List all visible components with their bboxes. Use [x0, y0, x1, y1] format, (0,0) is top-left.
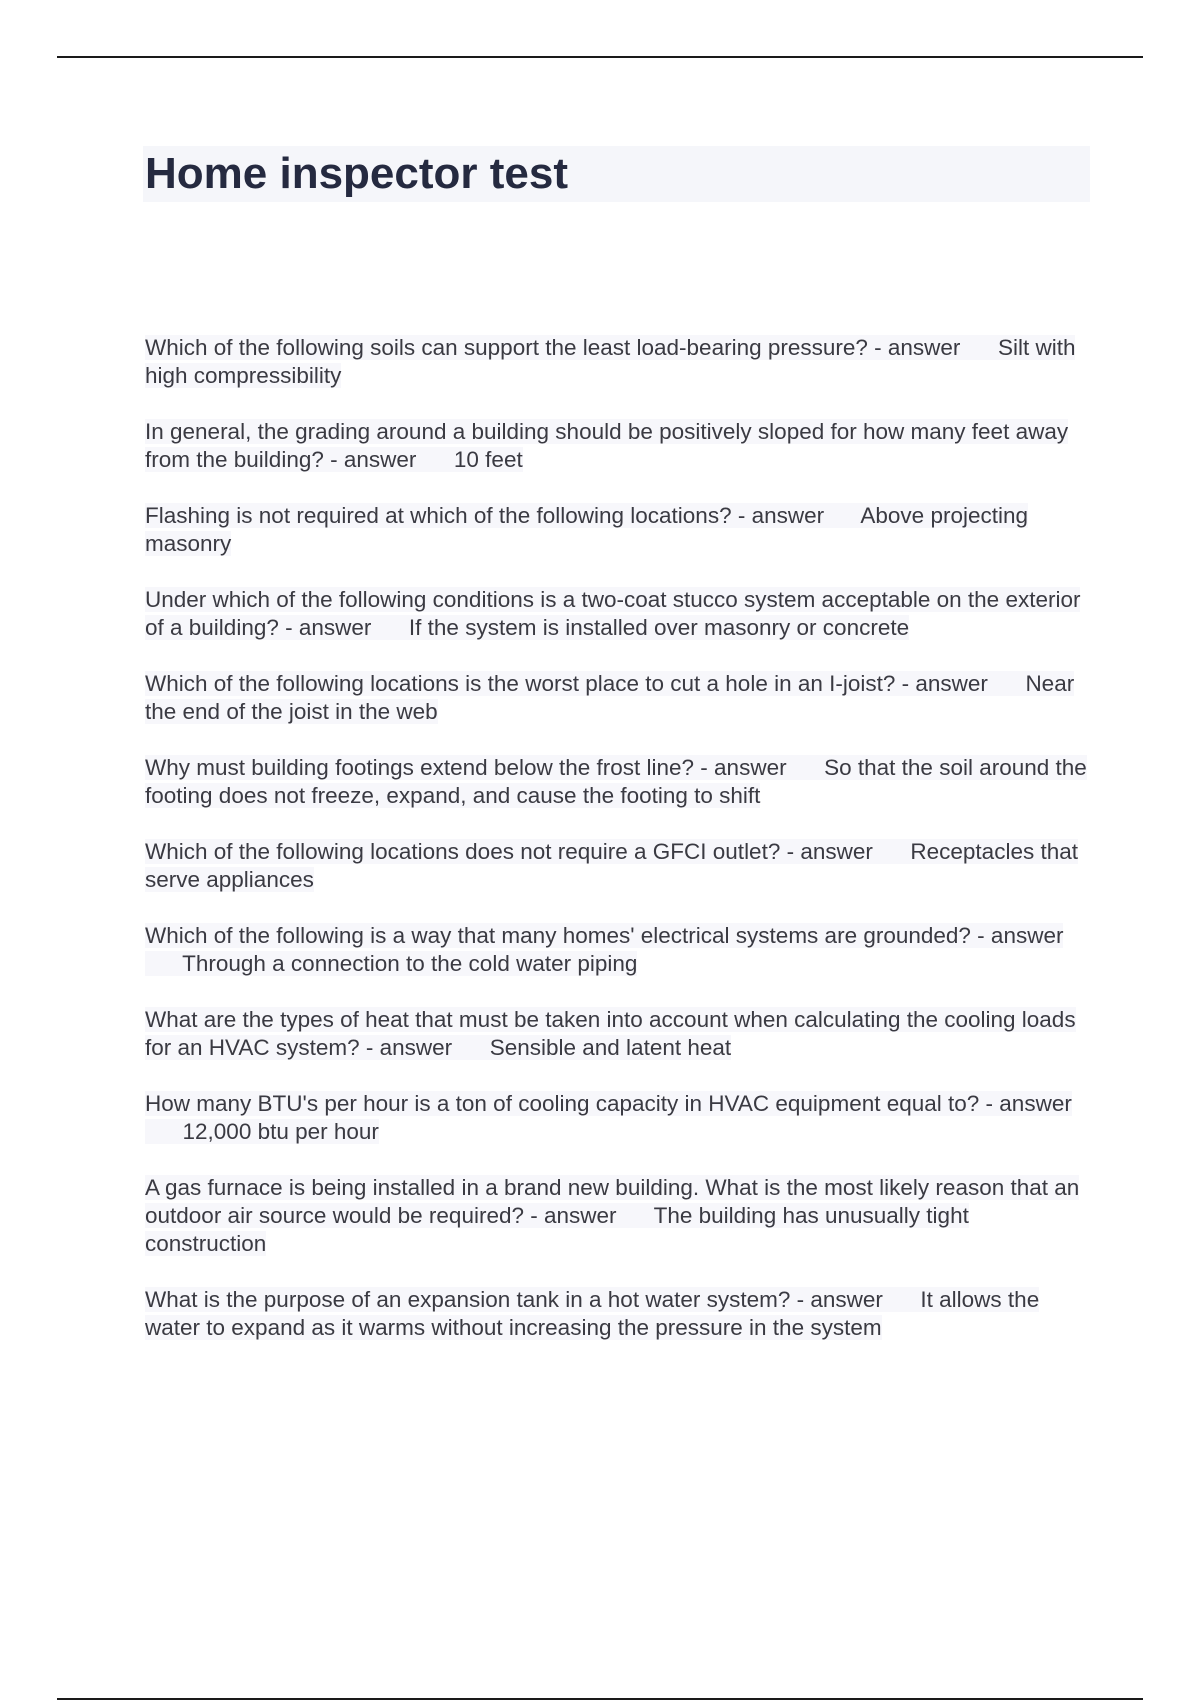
- question-text: How many BTU's per hour is a ton of cooling capacity in HVAC equipment equal to? - answer: [145, 1091, 1072, 1116]
- question-text: Under which of the following conditions is a two-coat stucco system acceptable on the exterior of a building? - answer: [145, 587, 1081, 640]
- document-body: [145, 146, 1090, 1370]
- answer-text: It allows the water to expand as it warms without increasing the pressure in the system: [145, 1287, 1040, 1340]
- qa-item: [145, 586, 1090, 642]
- question-text: Which of the following locations is the worst place to cut a hole in an I-joist? - answer: [145, 671, 988, 696]
- answer-text: Above projecting masonry: [145, 503, 1028, 556]
- question-text: Which of the following is a way that many homes' electrical systems are grounded? - answer: [145, 923, 1064, 948]
- qa-item: [145, 1174, 1090, 1258]
- answer-text: Near the end of the joist in the web: [145, 671, 1075, 724]
- answer-text: So that the soil around the footing does not freeze, expand, and cause the footing to shift: [145, 755, 1087, 808]
- question-text: Which of the following locations does not require a GFCI outlet? - answer: [145, 839, 873, 864]
- answer-text: The building has unusually tight construction: [145, 1203, 969, 1256]
- qa-item: [145, 1090, 1090, 1146]
- answer-text: If the system is installed over masonry or concrete: [408, 615, 910, 640]
- qa-item: [145, 334, 1090, 390]
- qa-item: [145, 922, 1090, 978]
- answer-text: 10 feet: [453, 447, 523, 472]
- question-text: What is the purpose of an expansion tank in a hot water system? - answer: [145, 1287, 883, 1312]
- question-text: Which of the following soils can support the least load-bearing pressure? - answer: [145, 335, 961, 360]
- qa-item: [145, 1286, 1090, 1342]
- qa-item: [145, 838, 1090, 894]
- question-text: Flashing is not required at which of the following locations? - answer: [145, 503, 825, 528]
- qa-item: [145, 754, 1090, 810]
- qa-item: [145, 670, 1090, 726]
- answer-text: Through a connection to the cold water piping: [182, 951, 638, 976]
- answer-text: Sensible and latent heat: [489, 1035, 732, 1060]
- answer-text: Silt with high compressibility: [145, 335, 1076, 388]
- qa-item: [145, 502, 1090, 558]
- question-text: A gas furnace is being installed in a brand new building. What is the most likely reason that an outdoor air source would be required? - answer: [145, 1175, 1080, 1228]
- question-text: What are the types of heat that must be taken into account when calculating the cooling loads for an HVAC system? - answer: [145, 1007, 1076, 1060]
- title-band: [143, 146, 1090, 202]
- qa-item: [145, 418, 1090, 474]
- qa-list: [145, 334, 1090, 1342]
- question-text: Why must building footings extend below the frost line? - answer: [145, 755, 787, 780]
- answer-text: Receptacles that serve appliances: [145, 839, 1078, 892]
- header-rule: [57, 56, 1143, 58]
- document-title: Home inspector test: [145, 149, 568, 198]
- question-text: In general, the grading around a building should be positively sloped for how many feet away from the building? - answer: [145, 419, 1069, 472]
- qa-item: [145, 1006, 1090, 1062]
- answer-text: 12,000 btu per hour: [182, 1119, 379, 1144]
